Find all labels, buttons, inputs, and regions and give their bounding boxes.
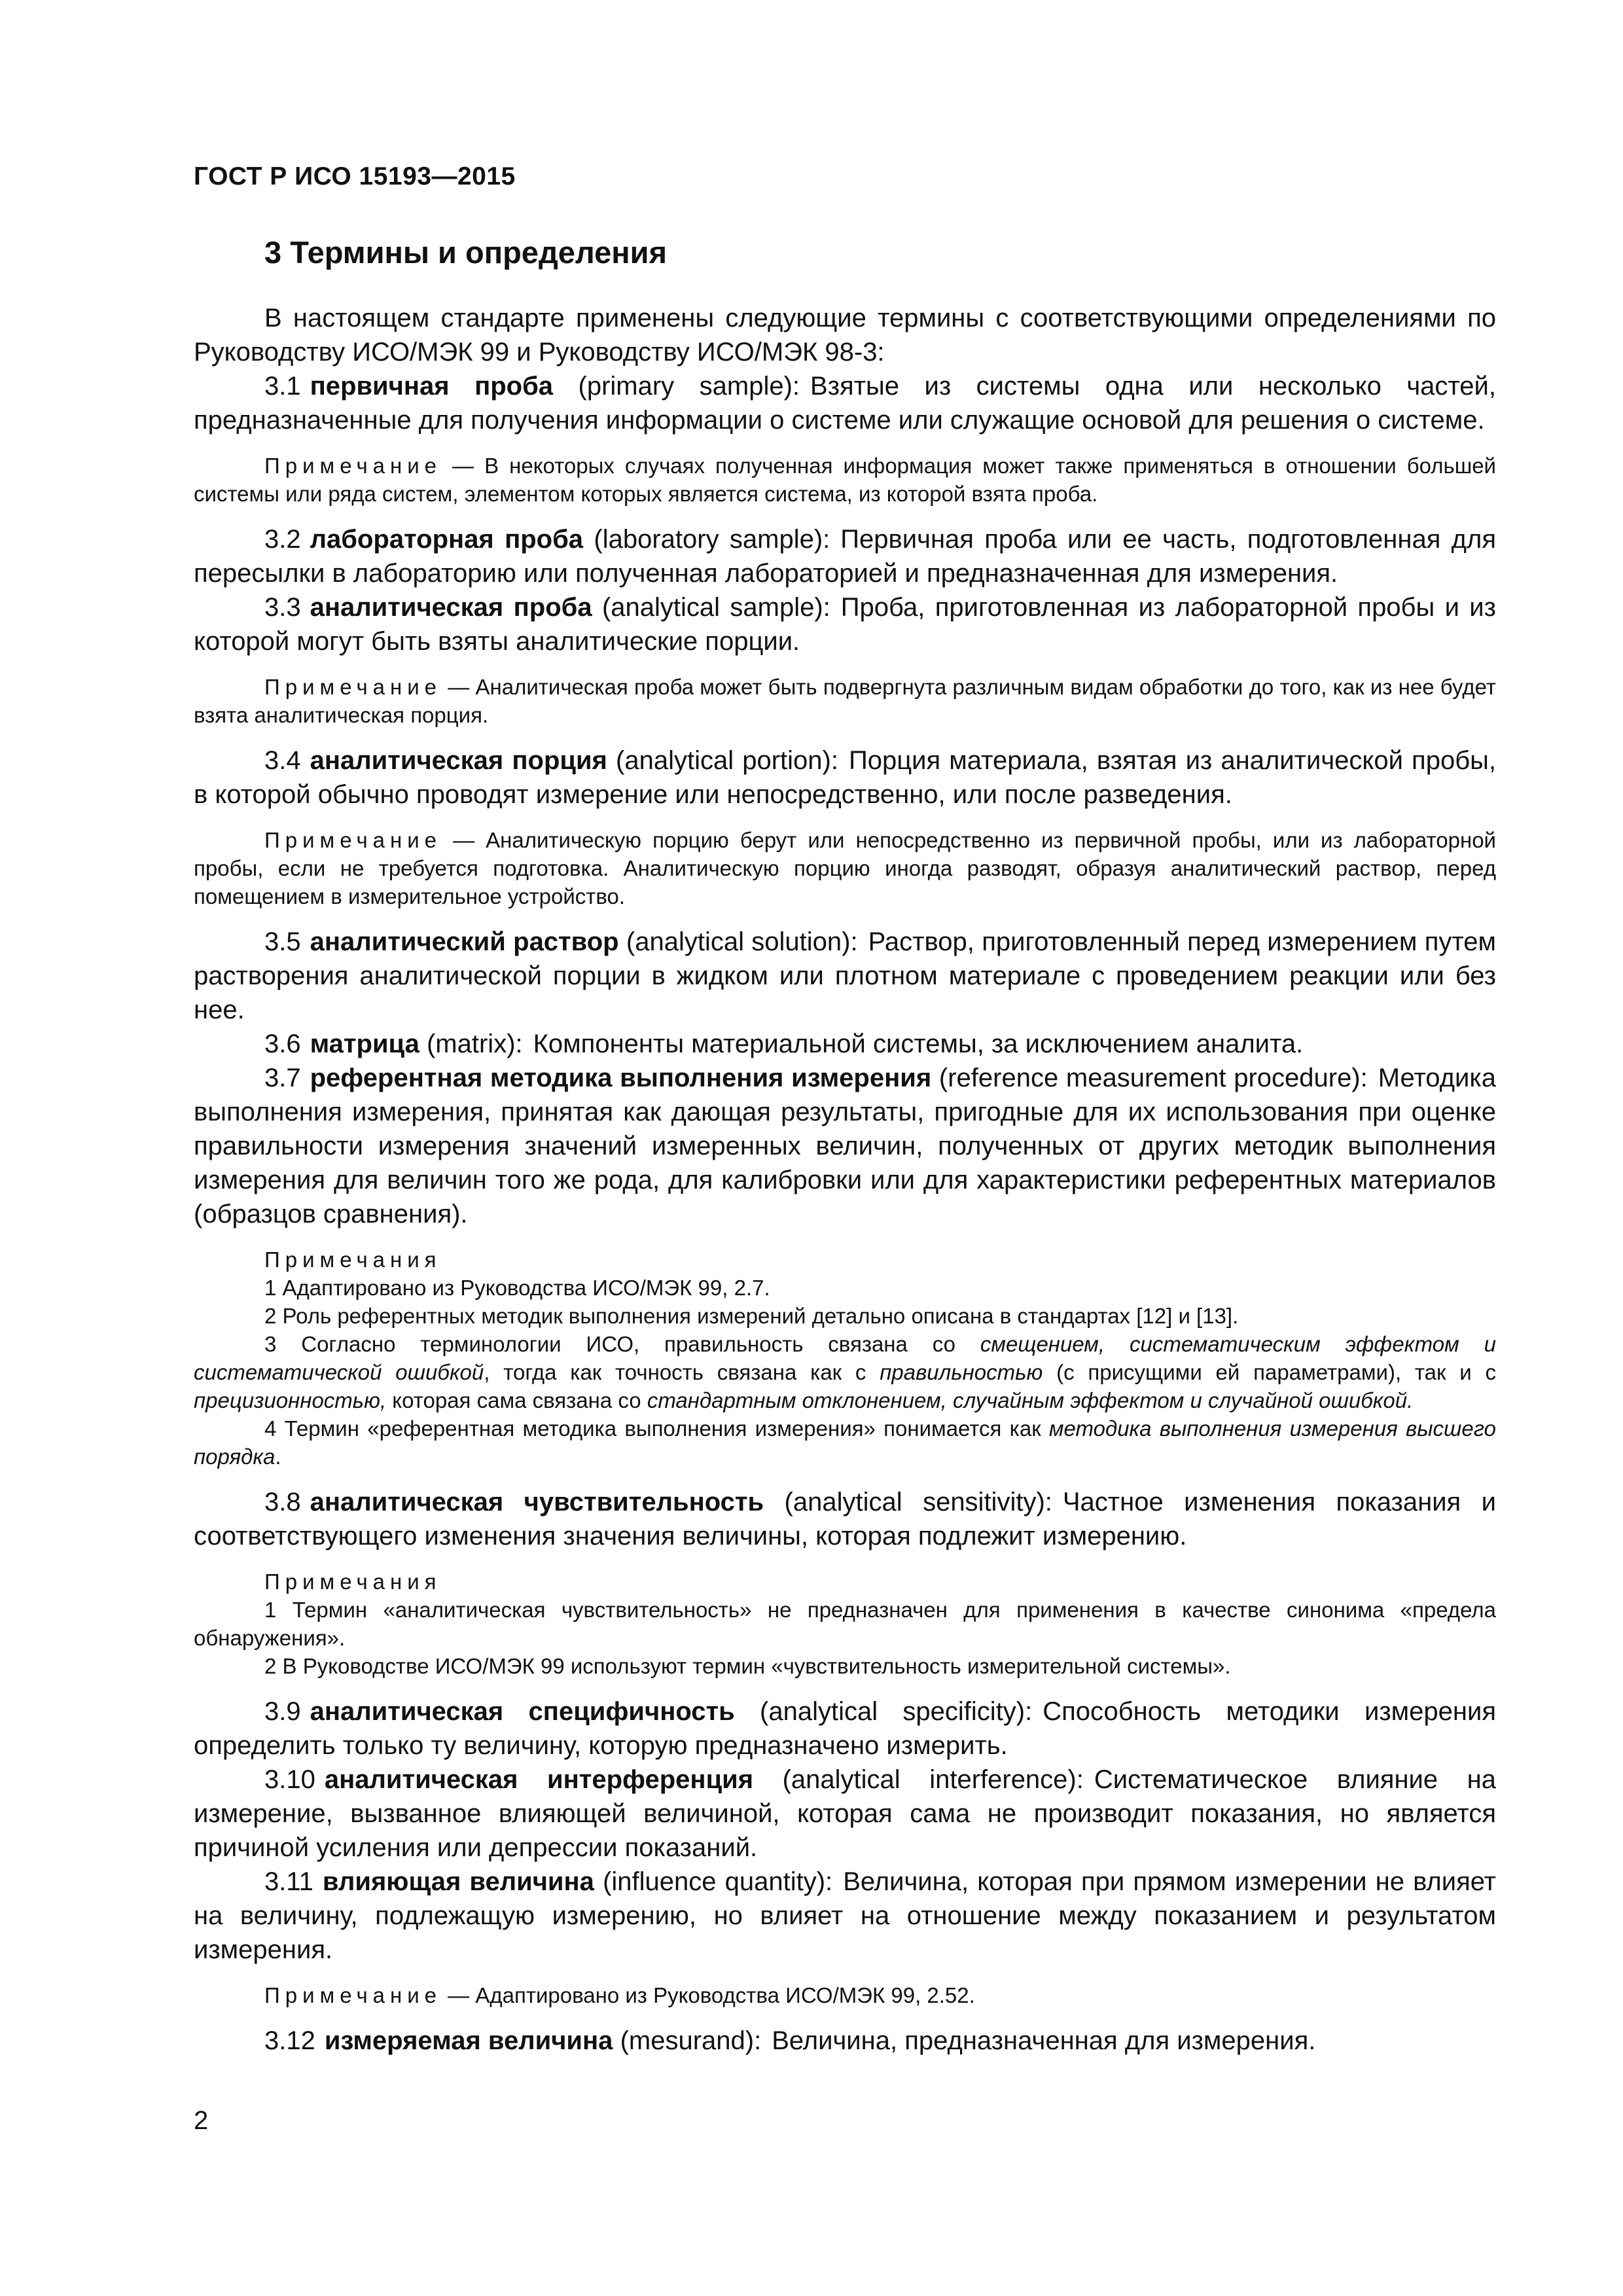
term-name: аналитическая интерференция [324, 1765, 754, 1794]
note-text: 4 Термин «референтная методика выполнения измерения» понимается как [264, 1416, 1049, 1441]
note-3-4 [194, 826, 1496, 910]
term-3-4 [194, 744, 1496, 812]
note-3-3 [194, 673, 1496, 729]
term-number: 3.5 [264, 927, 301, 956]
note-text: Аналитическую порцию берут или непосредственно из первичной пробы, или из лабораторной пробы, если не требуется подготовка. Аналитическую порцию иногда разводят, образуя аналитический раствор, перед помещением в измерительное устройство. [194, 828, 1496, 908]
term-english: (analytical sensitivity): [784, 1488, 1052, 1516]
note-item-2: 2 Роль референтных методик выполнения измерений детально описана в стандартах [12] и [13]. [264, 1304, 1239, 1328]
note-text: (с присущими ей параметрами), так и с [1043, 1360, 1496, 1384]
notes-label: Примечания [264, 1570, 442, 1594]
term-3-10 [194, 1763, 1496, 1865]
term-3-2 [194, 522, 1496, 590]
term-name: аналитическая чувствительность [310, 1488, 764, 1516]
term-number: 3.10 [264, 1765, 315, 1794]
note-label: Примечание [264, 828, 442, 852]
term-definition: Величина, предназначенная для измерения. [772, 2026, 1316, 2055]
term-definition: Порция материала, взятая из аналитической пробы, в которой обычно проводят измерение или непосредственно, или после разведения. [194, 746, 1496, 809]
term-3-6 [194, 1027, 1496, 1061]
term-number: 3.3 [264, 593, 301, 622]
term-definition: Систематическое влияние на измерение, вызванное влияющей величиной, которая сама не производит показания, но является причиной усиления или депрессии показаний. [194, 1765, 1496, 1862]
term-number: 3.8 [264, 1488, 301, 1516]
note-3-11 [194, 1981, 1496, 2009]
note-item-4 [194, 1414, 1496, 1471]
note-label: Примечание [264, 675, 442, 699]
term-definition: Методика выполнения измерения, принятая как дающая результаты, пригодные для их использования при оценке правильности измерения значений измеренных величин, полученных от других методик выполнения измерения для величин того же рода, для калибровки или для характеристики референтных материалов (образцов сравнения). [194, 1064, 1496, 1229]
note-text: , тогда как точность связана как с [484, 1360, 880, 1384]
term-number: 3.9 [264, 1697, 301, 1726]
notes-3-7 [194, 1246, 1496, 1471]
notes-3-8 [194, 1568, 1496, 1680]
note-text-italic: смещением, систематическим эффектом и систематической ошибкой [194, 1332, 1496, 1384]
term-english: (analytical interference): [782, 1765, 1084, 1794]
note-text: Адаптировано из Руководства ИСО/МЭК 99, 2.52. [475, 1983, 975, 2007]
term-name: аналитический раствор [310, 927, 619, 956]
notes-label: Примечания [264, 1247, 442, 1272]
term-3-7 [194, 1061, 1496, 1231]
term-name: референтная методика выполнения измерения [310, 1064, 932, 1092]
term-english: (analytical solution): [626, 927, 858, 956]
term-number: 3.12 [264, 2026, 315, 2055]
note-text: . [275, 1444, 281, 1469]
section-title: 3 Термины и определения [264, 235, 667, 270]
intro-paragraph: В настоящем стандарте применены следующие термины с соответствующими определениями по Руководству ИСО/МЭК 99 и Руководству ИСО/МЭК 98-3: [194, 304, 1496, 367]
term-3-11 [194, 1865, 1496, 1967]
term-english: (analytical portion): [616, 746, 838, 775]
term-3-3 [194, 590, 1496, 658]
note-text-italic: методика выполнения измерения высшего порядка [194, 1416, 1496, 1469]
document-body [194, 301, 1496, 2058]
term-name: влияющая величина [322, 1867, 594, 1896]
term-english: (primary sample): [578, 372, 800, 401]
note-text-italic: правильностью [880, 1360, 1043, 1384]
term-english: (analytical specificity): [760, 1697, 1033, 1726]
term-name: лабораторная проба [310, 525, 584, 554]
term-number: 3.1 [264, 372, 301, 401]
term-name: аналитическая порция [310, 746, 607, 775]
dash: — [442, 454, 485, 478]
term-english: (laboratory sample): [594, 525, 830, 554]
term-name: аналитическая специфичность [310, 1697, 735, 1726]
note-item-1: 1 Термин «аналитическая чувствительность» не предназначен для применения в качестве синонима «предела обнаружения». [194, 1598, 1496, 1650]
term-3-9 [194, 1695, 1496, 1763]
note-text: Аналитическая проба может быть подвергнута различным видам обработки до того, как из нее будет взята аналитическая порция. [194, 675, 1496, 727]
term-name: измеряемая величина [324, 2026, 613, 2055]
term-definition: Частное изменения показания и соответствующего изменения значения величины, которая подлежит измерению. [194, 1488, 1496, 1551]
term-number: 3.11 [264, 1867, 313, 1896]
term-english: (influence quantity): [603, 1867, 833, 1896]
term-number: 3.4 [264, 746, 301, 775]
term-definition: Раствор, приготовленный перед измерением путем растворения аналитической порции в жидком или плотном материале с проведением реакции или без нее. [194, 927, 1496, 1024]
page-number: 2 [194, 2106, 209, 2135]
term-definition: Компоненты материальной системы, за исключением аналита. [533, 1030, 1304, 1058]
dash: — [442, 1983, 476, 2007]
term-name: аналитическая проба [310, 593, 592, 622]
term-definition: Проба, приготовленная из лабораторной пробы и из которой могут быть взяты аналитические порции. [194, 593, 1496, 656]
note-text: которая сама связана со [386, 1388, 647, 1412]
note-text: В некоторых случаях полученная информация может также применяться в отношении большей системы или ряда систем, элементом которых является система, из которой взята проба. [194, 454, 1496, 506]
term-definition: Первичная проба или ее часть, подготовленная для пересылки в лабораторию или полученная лабораторией и предназначенная для измерения. [194, 525, 1497, 588]
term-english: (analytical sample): [601, 593, 830, 622]
note-label: Примечание [264, 1983, 442, 2007]
term-number: 3.6 [264, 1030, 301, 1058]
term-english: (matrix): [426, 1030, 523, 1058]
term-number: 3.2 [264, 525, 301, 554]
note-item-1: 1 Адаптировано из Руководства ИСО/МЭК 99, 2.7. [264, 1276, 770, 1300]
term-3-5 [194, 925, 1496, 1027]
term-3-8 [194, 1485, 1496, 1553]
term-name: первичная проба [310, 372, 554, 401]
term-definition: Способность методики измерения определить только ту величину, которую предназначено измерить. [194, 1697, 1496, 1760]
page-header: ГОСТ Р ИСО 15193—2015 [194, 162, 516, 190]
term-number: 3.7 [264, 1064, 301, 1092]
note-text-italic: стандартным отклонением, случайным эффектом и случайной ошибкой. [647, 1388, 1414, 1412]
term-3-1 [194, 369, 1496, 437]
note-item-3 [194, 1330, 1496, 1414]
note-label: Примечание [264, 454, 442, 478]
dash: — [442, 675, 476, 699]
note-3-1 [194, 452, 1496, 508]
term-definition: Величина, которая при прямом измерении не влияет на величину, подлежащую измерению, но влияет на отношение между показанием и результатом измерения. [194, 1867, 1497, 1964]
note-item-2: 2 В Руководстве ИСО/МЭК 99 используют термин «чувствительность измерительной системы». [264, 1654, 1231, 1678]
term-name: матрица [310, 1030, 419, 1058]
term-definition: Взятые из системы одна или несколько частей, предназначенные для получения информации о системе или служащие основой для решения о системе. [194, 372, 1496, 435]
term-3-12 [194, 2024, 1496, 2058]
note-text: 3 Согласно терминологии ИСО, правильность связана со [264, 1332, 980, 1356]
term-english: (mesurand): [620, 2026, 762, 2055]
term-english: (reference measurement procedure): [938, 1064, 1368, 1092]
note-text-italic: прецизионностью, [194, 1388, 387, 1412]
dash: — [442, 828, 486, 852]
